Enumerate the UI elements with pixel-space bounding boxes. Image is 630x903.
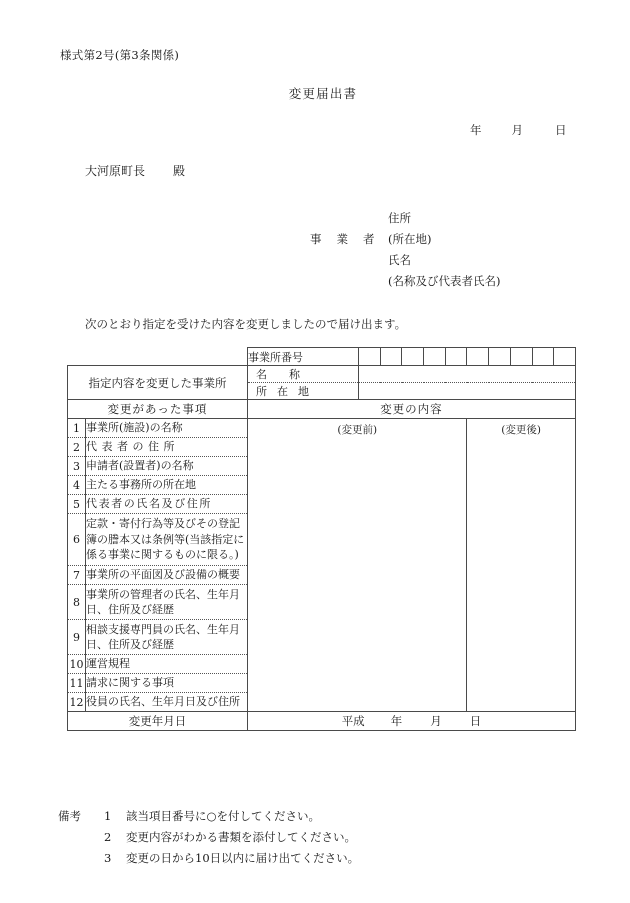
row-item-label: 事業所の管理者の氏名、生年月日、住所及び経歴 <box>86 585 248 620</box>
remarks-item <box>58 848 578 869</box>
operator-address-sub: (所在地) <box>388 232 432 246</box>
office-number-cell-9[interactable] <box>532 348 554 366</box>
remarks-number: 3 <box>104 851 112 865</box>
operator-block <box>300 208 580 292</box>
footer-day-label: 日 <box>469 714 482 728</box>
remarks-text: 変更の日から10日以内に届け出てください。 <box>126 851 360 865</box>
row-number: 3 <box>68 457 86 476</box>
addressee-honorific: 殿 <box>173 164 186 178</box>
remarks-item <box>58 827 578 848</box>
remarks-text: 該当項目番号に○を付してください。 <box>126 809 321 823</box>
addressee <box>85 162 185 179</box>
operator-name-row <box>300 250 580 271</box>
remarks-section <box>58 806 578 869</box>
operator-label-row <box>300 229 580 250</box>
office-number-cell-4[interactable] <box>424 348 446 366</box>
office-number-row <box>68 348 576 366</box>
row-number: 10 <box>68 655 86 674</box>
row-item-label: 請求に関する事項 <box>86 674 248 693</box>
row-number: 2 <box>68 438 86 457</box>
sub-header-after: (変更後) <box>501 424 541 436</box>
row-item-label: 相談支援専門員の氏名、生年月日、住所及び経歴 <box>86 620 248 655</box>
sub-header-before: (変更前) <box>337 424 378 436</box>
change-after-cell[interactable] <box>467 419 575 712</box>
office-number-cell-8[interactable] <box>510 348 532 366</box>
era-label: 平成 <box>341 714 365 728</box>
document-title: 変更届出書 <box>288 86 358 101</box>
row-number: 5 <box>68 495 86 514</box>
row-number: 8 <box>68 585 86 620</box>
row-item-label: 申請者(設置者)の名称 <box>86 457 248 476</box>
change-date-label: 変更年月日 <box>68 712 248 731</box>
date-year-label: 年 <box>470 123 482 137</box>
row-item-label: 代表者の氏名及び住所 <box>86 495 248 514</box>
change-date-value[interactable] <box>248 712 576 731</box>
row-item-label: 代表者の住所 <box>86 438 248 457</box>
office-merged-label: 指定内容を変更した事業所 <box>68 366 248 400</box>
table-header-row <box>68 400 576 419</box>
row-number: 7 <box>68 566 86 585</box>
office-number-cell-5[interactable] <box>445 348 467 366</box>
row-item-label: 事業所の平面図及び設備の概要 <box>86 566 248 585</box>
office-number-cell-10[interactable] <box>554 348 576 366</box>
footer-year-label: 年 <box>390 714 403 728</box>
office-number-cell-6[interactable] <box>467 348 489 366</box>
row-number: 9 <box>68 620 86 655</box>
table-row <box>68 419 576 438</box>
row-item-label: 定款・寄付行為等及びその登記簿の謄本又は条例等(当該指定に係る事業に関するものに限る。) <box>86 514 248 566</box>
header-change-items: 変更があった事項 <box>68 400 248 419</box>
row-item-label: 運営規程 <box>86 655 248 674</box>
remarks-text: 変更内容がわかる書類を添付してください。 <box>126 830 356 844</box>
remarks-heading: 備考 <box>58 809 81 823</box>
office-number-label: 事業所番号 <box>248 348 359 366</box>
remarks-number: 1 <box>104 809 112 823</box>
office-number-cell-2[interactable] <box>380 348 402 366</box>
row-number: 4 <box>68 476 86 495</box>
operator-name-label: 氏名 <box>388 253 411 267</box>
change-before-cell[interactable] <box>248 419 467 712</box>
office-number-cell-3[interactable] <box>402 348 424 366</box>
row-item-label: 主たる事務所の所在地 <box>86 476 248 495</box>
spacer-cell <box>68 348 248 366</box>
operator-label: 事業者 <box>310 232 390 246</box>
date-day-label: 日 <box>555 123 567 137</box>
office-name-row <box>68 366 576 383</box>
date-month-label: 月 <box>511 123 523 137</box>
row-number: 12 <box>68 693 86 712</box>
statement-text: 次のとおり指定を受けた内容を変更しましたので届け出ます。 <box>85 317 407 331</box>
date-line <box>470 122 567 138</box>
row-number: 11 <box>68 674 86 693</box>
change-date-row <box>68 712 576 731</box>
form-code: 様式第2号(第3条関係) <box>60 48 180 62</box>
addressee-name: 大河原町長 <box>85 164 146 178</box>
operator-name-sub: (名称及び代表者氏名) <box>388 274 501 288</box>
footer-month-label: 月 <box>430 714 442 728</box>
remarks-number: 2 <box>104 830 112 844</box>
operator-name-sub-row <box>300 271 580 292</box>
office-address-label: 所在地 <box>248 383 359 400</box>
row-number: 1 <box>68 419 86 438</box>
operator-address-label: 住所 <box>388 211 411 225</box>
office-name-value[interactable] <box>359 366 576 383</box>
office-address-value[interactable] <box>359 383 576 400</box>
remarks-item <box>58 806 578 827</box>
header-change-content: 変更の内容 <box>248 400 576 419</box>
row-item-label: 事業所(施設)の名称 <box>86 419 248 438</box>
office-name-label: 名称 <box>248 366 359 383</box>
row-number: 6 <box>68 514 86 566</box>
operator-address-row <box>300 208 580 229</box>
row-item-label: 役員の氏名、生年月日及び住所 <box>86 693 248 712</box>
change-notification-table <box>67 347 576 731</box>
office-number-cell-1[interactable] <box>359 348 381 366</box>
office-number-cell-7[interactable] <box>489 348 511 366</box>
